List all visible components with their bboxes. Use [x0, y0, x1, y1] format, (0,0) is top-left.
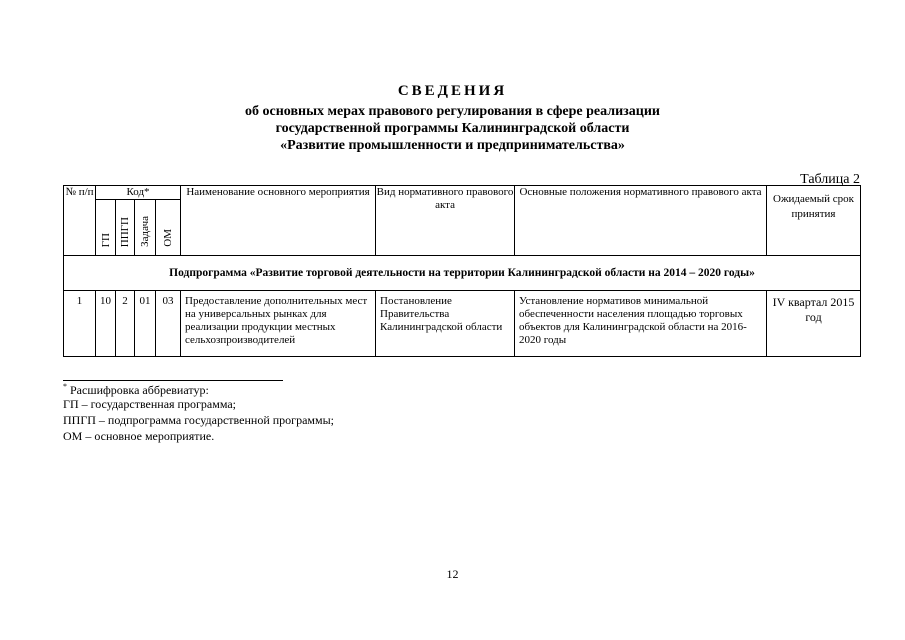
table-row: [64, 291, 861, 357]
header-measure-name: Наименование основного мероприятия: [181, 186, 376, 256]
header-code-om: ОМ: [156, 200, 181, 256]
cell-gp: 10: [96, 291, 116, 357]
cell-ppgp: 2: [116, 291, 135, 357]
measures-table: [63, 185, 861, 357]
cell-num: 1: [64, 291, 96, 357]
cell-task: 01: [135, 291, 156, 357]
header-num: № п/п: [64, 186, 96, 256]
footnote-line-gp: ГП – государственная программа;: [63, 397, 236, 411]
header-expected-date: Ожидаемый срок принятия: [767, 186, 861, 256]
subprogram-title: Подпрограмма «Развитие торговой деятельности на территории Калининградской области на 2014 – 2020 годы»: [64, 256, 861, 291]
cell-expected-date: IV квартал 2015 год: [767, 291, 861, 357]
subprogram-row: [64, 256, 861, 291]
footnote-line-om: ОМ – основное мероприятие.: [63, 429, 215, 443]
footnote-line-ppgp: ППГП – подпрограмма государственной программы;: [63, 413, 334, 427]
subtitle-line-1: об основных мерах правового регулирования в сфере реализации: [245, 104, 660, 119]
cell-measure-name: Предоставление дополнительных мест на универсальных рынках для реализации продукции местных сельхозпроизводителей: [181, 291, 376, 357]
header-code-gp: ГП: [96, 200, 116, 256]
table-caption: Таблица 2: [800, 172, 860, 187]
header-act-content: Основные положения нормативного правового акта: [515, 186, 767, 256]
cell-act-content: Установление нормативов минимальной обеспеченности населения площадью торговых объектов для Калининградской области на 2016-2020 годы: [515, 291, 767, 357]
header-code-task: Задача: [135, 200, 156, 256]
subtitle-line-3: «Развитие промышленности и предпринимательства»: [280, 138, 625, 153]
document-title: СВЕДЕНИЯ: [397, 83, 508, 99]
cell-act-type: Постановление Правительства Калининградской области: [376, 291, 515, 357]
header-code-ppgp: ППГП: [116, 200, 135, 256]
subtitle-line-2: государственной программы Калининградской области: [275, 121, 630, 136]
cell-om: 03: [156, 291, 181, 357]
header-code: Код*: [96, 186, 181, 200]
table-header-row: [64, 186, 861, 200]
footnote-intro: * Расшифровка аббревиатур:: [63, 382, 209, 397]
header-act-type: Вид нормативного правового акта: [376, 186, 515, 256]
footnote-intro-text: Расшифровка аббревиатур:: [70, 383, 209, 397]
page-number: 12: [446, 567, 459, 581]
